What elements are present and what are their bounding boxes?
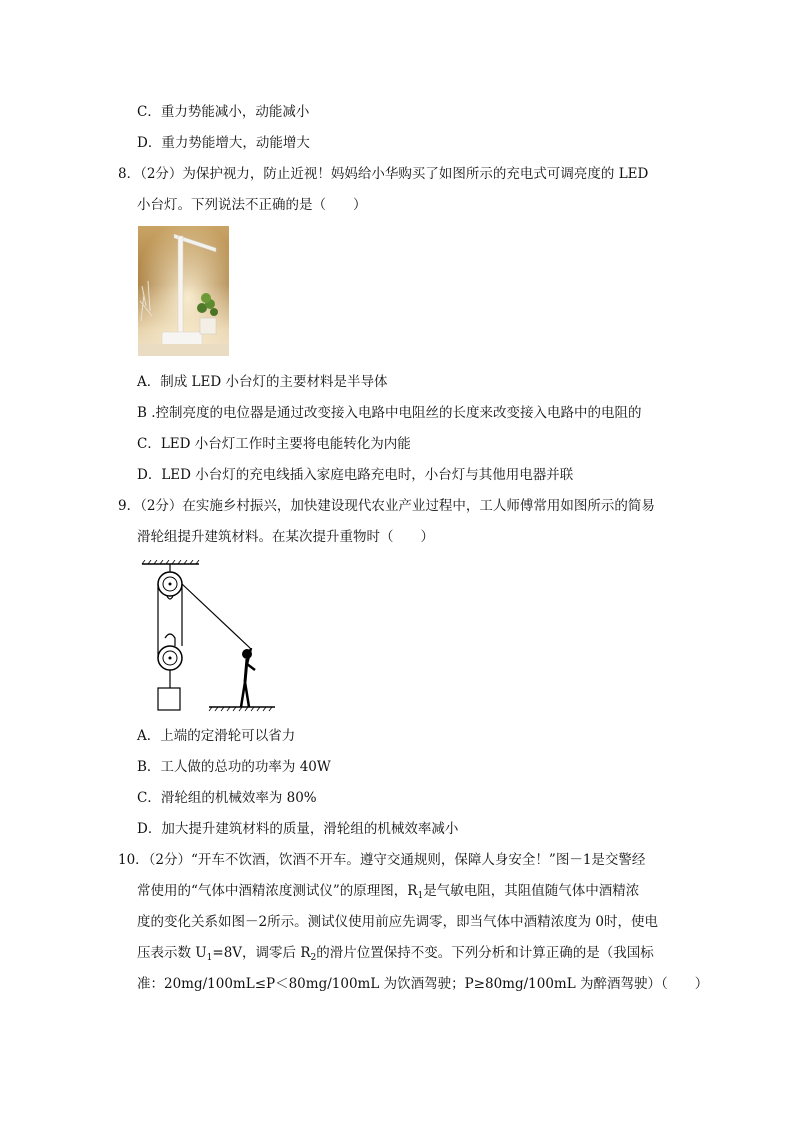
q7-option-c: C．重力势能减小，动能减小 bbox=[137, 104, 310, 120]
q8-option-d: D．LED 小台灯的充电线插入家庭电路充电时，小台灯与其他用电器并联 bbox=[137, 467, 574, 483]
q10-line2-part-b: 是气敏电阻，其阻值随气体中酒精浓 bbox=[423, 883, 640, 899]
q9-stem-line2: 滑轮组提升建筑材料。在某次提升重物时（ ） bbox=[137, 529, 434, 545]
q10-stem-line2 bbox=[137, 881, 639, 906]
q8-stem-line1: 8．（2分）为保护视力，防止近视！妈妈给小华购买了如图所示的充电式可调亮度的 LED bbox=[118, 166, 649, 182]
q9-option-c: C．滑轮组的机械效率为 80% bbox=[137, 790, 317, 806]
q9-option-d: D．加大提升建筑材料的质量，滑轮组的机械效率减小 bbox=[137, 821, 459, 837]
q9-option-a: A．上端的定滑轮可以省力 bbox=[137, 728, 296, 744]
q10-line2-subscript: 1 bbox=[417, 891, 424, 901]
q8-stem-line2: 小台灯。下列说法不正确的是（ ） bbox=[137, 197, 367, 213]
led-desk-lamp-photo bbox=[138, 226, 229, 356]
q10-stem-line3: 度的变化关系如图－2所示。测试仪使用前应先调零，即当气体中酒精浓度为 0时，使电 bbox=[137, 914, 658, 930]
q9-stem-line1: 9．（2分）在实施乡村振兴，加快建设现代农业产业过程中，工人师傅常用如图所示的简易 bbox=[118, 498, 655, 514]
q10-stem-line4 bbox=[137, 943, 654, 968]
q8-option-b: B .控制亮度的电位器是通过改变接入电路中电阻丝的长度来改变接入电路中的电阻的 bbox=[137, 405, 642, 421]
q8-option-c: C．LED 小台灯工作时主要将电能转化为内能 bbox=[137, 436, 411, 452]
q10-line4-subscript-1: 1 bbox=[206, 953, 213, 963]
pulley-system-diagram bbox=[137, 560, 277, 715]
q10-stem-line5: 准：20mg/100mL≤P＜80mg/100mL 为饮酒驾驶；P≥80mg/100mL 为醉酒驾驶）（ ） bbox=[137, 976, 709, 992]
q10-stem-line1: 10．（2分）“开车不饮酒，饮酒不开车。遵守交通规则，保障人身安全！”图－1是交警经 bbox=[118, 852, 646, 868]
q10-line4-part-c: 的滑片位置保持不变。下列分析和计算正确的是（我国标 bbox=[316, 945, 654, 961]
q9-option-b: B．工人做的总功的功率为 40W bbox=[137, 759, 331, 775]
q7-option-d: D．重力势能增大，动能增大 bbox=[137, 135, 310, 151]
q10-line4-part-a: 压表示数 U bbox=[137, 945, 207, 961]
q8-option-a: A．制成 LED 小台灯的主要材料是半导体 bbox=[137, 374, 388, 390]
q10-line2-part-a: 常使用的“气体中酒精浓度测试仪”的原理图，R bbox=[137, 883, 418, 899]
q10-line4-part-b: =8V，调零后 R bbox=[212, 945, 311, 961]
q10-line4-subscript-2: 2 bbox=[310, 953, 317, 963]
